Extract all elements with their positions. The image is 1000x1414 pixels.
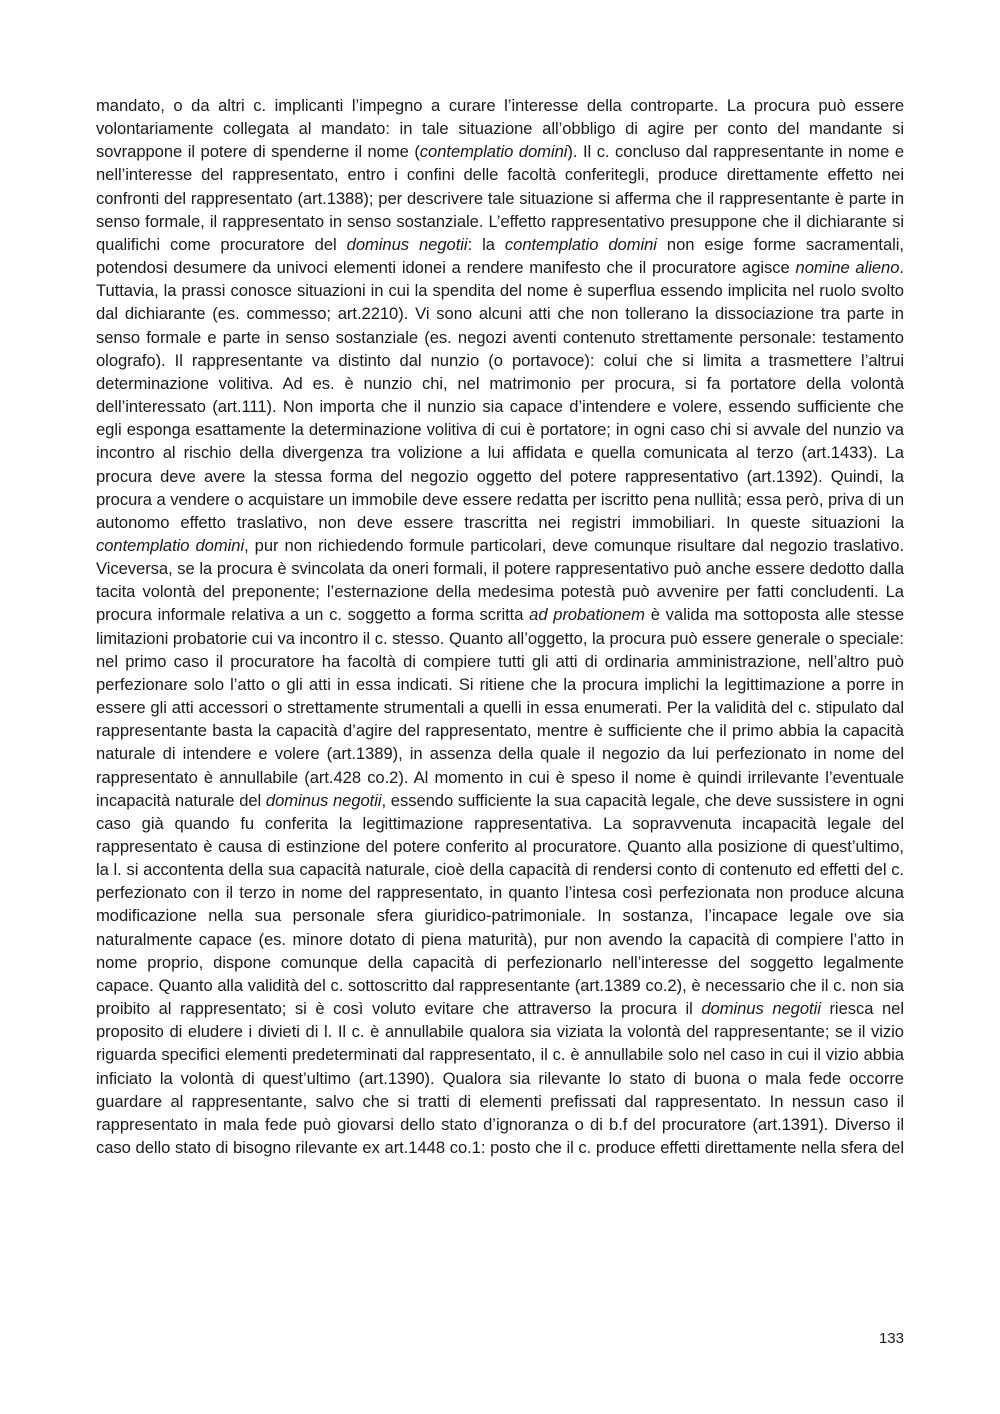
- italic-term: contemplatio domini: [96, 535, 245, 555]
- text-run: , essendo sufficiente la sua capacità legale, che deve sussistere in ogni caso già quando fu conferita la legittimazione rappresentativa. La sopravvenuta incapacità legale del rappresentato è causa di estinzione del potere conferito al procuratore. Quanto alla posizione di quest’ultimo, la l. si accontenta della sua capacità naturale, cioè della capacità di rendersi conto di contenuto ed effetti del c. perfezionato con il terzo in nome del rappresentato, in quanto l’intesa così perfezionata non produce alcuna modificazione nella sua personale sfera giuridico-patrimoniale. In sostanza, l’incapace legale ove sia naturalmente capace (es. minore dotato di piena maturità), pur non avendo la capacità di compiere l’atto in nome proprio, dispone comunque della capacità di perfezionarlo nell’interesse del soggetto legalmente capace. Quanto alla validità del c. sottoscritto dal rappresentante (art.1389 co.2), è necessario che il c. non sia proibito al rappresentato; si è così voluto evitare che attraverso la procura il: [96, 790, 904, 1019]
- italic-term: dominus negotii: [265, 790, 382, 810]
- text-run: è valida ma sottoposta alle stesse limitazioni probatorie cui va incontro il c. stesso. Quanto all’oggetto, la procura può essere generale o speciale: nel primo caso il procuratore ha facoltà di compiere tutti gli atti di ordinaria amministrazione, nell’altro può perfezionare solo l’atto o gli atti in essa indicati. Si ritiene che la procura implichi la legittimazione a porre in essere gli atti accessori o strettamente strumentali a quelli in essa enumerati. Per la validità del c. stipulato dal rappresentante basta la capacità d’agire del rappresentato, mentre è sufficiente che il primo abbia la capacità naturale di intendere e volere (art.1389), in assenza della quale il negozio da lui perfezionato in nome del rappresentato è annullabile (art.428 co.2). Al momento in cui è speso il nome è quindi irrilevante l’eventuale incapacità naturale del: [96, 605, 905, 810]
- text-run: non esige forme sacramentali, potendosi desumere da univoci elementi idonei a rendere manifesto che il procuratore agisce: [96, 234, 904, 278]
- text-run: , pur non richiedendo formule particolari, deve comunque risultare dal negozio traslativo. Viceversa, se la procura è svincolata da oneri formali, il potere rappresentativo può anche essere dedotto dalla tacita volontà del preponente; l’esternazione della medesima potestà può avvenire per fatti concludenti. La procura informale relativa a un c. soggetto a forma scritta: [96, 535, 905, 625]
- text-run: riesca nel proposito di eludere i divieti di l. Il c. è annullabile qualora sia viziata la volontà del rappresentante; se il vizio riguarda specifici elementi predeterminati dal rappresentato, il c. è annullabile solo nel caso in cui il vizio abbia inficiato la volontà di quest’ultimo (art.1390). Qualora sia rilevante lo stato di buona o mala fede occorre guardare al rappresentante, salvo che si tratti di elementi prefissati dal rappresentato. In nessun caso il rappresentato in mala fede può giovarsi dello stato d’ignoranza o di b.f del procuratore (art.1391). Diverso il caso dello stato di bisogno rilevante ex art.1448 co.1: posto che il c. produce effetti direttamente nella sfera del: [96, 999, 904, 1158]
- italic-term: ad probationem: [529, 605, 645, 625]
- body-text: [96, 94, 904, 1159]
- text-run: mandato, o da altri c. implicanti l’impegno a curare l’interesse della controparte. La procura può essere volontariamente collegata al mandato: in tale situazione all’obbligo di agire per conto del mandante si sovrappone il potere di spenderne il nome (: [96, 96, 904, 162]
- italic-term: dominus negotii: [346, 234, 468, 254]
- main-paragraph: [96, 94, 904, 1159]
- italic-term: nomine alieno: [795, 258, 900, 278]
- italic-term: dominus negotii: [701, 999, 821, 1019]
- text-run: ). Il c. concluso dal rappresentante in nome e nell’interesse del rappresentato, entro i confini delle facoltà conferitegli, produce direttamente effetto nei confronti del rappresentato (art.1388); per descrivere tale situazione si afferma che il rappresentante è parte in senso formale, il rappresentato in senso sostanziale. L’effetto rappresentativo presuppone che il dichiarante si qualifichi come procuratore del: [96, 142, 904, 254]
- page-number: 133: [878, 1330, 904, 1347]
- text-run: . Tuttavia, la prassi conosce situazioni in cui la spendita del nome è superflua essendo implicita nel ruolo svolto dal dichiarante (es. commesso; art.2210). Vi sono alcuni atti che non tollerano la dissociazione tra parte in senso formale e parte in senso sostanziale (es. negozi aventi contenuto strettamente personale: testamento olografo). Il rappresentante va distinto dal nunzio (o portavoce): colui che si limita a trasmettere l’altrui determinazione volitiva. Ad es. è nunzio chi, nel matrimonio per procura, si fa portatore della volontà dell’interessato (art.111). Non importa che il nunzio sia capace d’intendere e volere, essendo sufficiente che egli esponga esattamente la determinazione volitiva di cui è portatore; in ogni caso chi si avvale del nunzio va incontro al rischio della divergenza tra volizione a lui affidata e quella comunicata al terzo (art.1433). La procura deve avere la stessa forma del negozio oggetto del potere rappresentativo (art.1392). Quindi, la procura a vendere o acquistare un immobile deve essere redatta per iscritto pena nullità; essa però, priva di un autonomo effetto traslativo, non deve essere trascritta nei registri immobiliari. In queste situazioni la: [96, 258, 904, 532]
- italic-term: contemplatio domini: [419, 142, 568, 162]
- text-run: : la: [467, 234, 505, 254]
- italic-term: contemplatio domini: [504, 234, 657, 254]
